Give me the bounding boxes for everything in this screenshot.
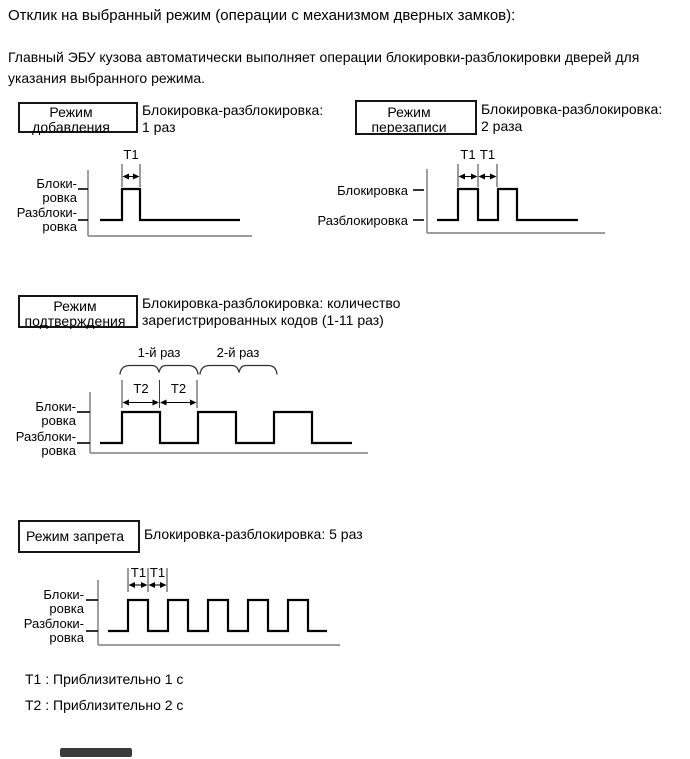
arrowhead-right-icon — [160, 582, 167, 588]
arrowhead-right-icon — [190, 400, 197, 406]
page-title: Отклик на выбранный режим (операции с механизмом дверных замков): — [8, 7, 516, 24]
mode-box-rewrite — [355, 100, 477, 135]
signal-low-label: Разблоки- — [23, 616, 84, 631]
t1-interval-label: Т1 — [149, 565, 166, 580]
t1-interval-label: Т1 — [130, 565, 147, 580]
signal-low-label: ровка — [41, 443, 76, 458]
signal-high-label: Блокировка — [337, 183, 408, 198]
waveform-diagram-rewrite — [318, 145, 610, 240]
arrowhead-right-icon — [133, 174, 140, 180]
cycle-1-label: 1-й раз — [137, 345, 181, 360]
arrowhead-right-icon — [471, 174, 478, 180]
waveform-diagram-add — [8, 145, 258, 240]
t1-interval-label: Т1 — [479, 147, 496, 162]
mode-box-prohibition-label: Режим запрета — [26, 528, 124, 544]
mode-box-rewrite-line1: Режим — [387, 104, 431, 120]
mode-description-rewrite: Блокировка-разблокировка: 2 раза — [481, 101, 663, 134]
cycle-2-label: 2-й раз — [216, 345, 260, 360]
signal-trace — [108, 600, 327, 631]
arrowhead-left-icon — [123, 400, 130, 406]
arrowhead-left-icon — [479, 174, 486, 180]
waveform-diagram-prohibition — [15, 560, 345, 650]
brace-cycle-1 — [120, 366, 198, 375]
t1-interval-label: Т1 — [460, 147, 476, 162]
arrowhead-left-icon — [129, 582, 136, 588]
signal-high-label: ровка — [42, 190, 77, 205]
arrowhead-right-icon — [490, 174, 497, 180]
arrowhead-right-icon — [153, 400, 160, 406]
signal-high-label: Блоки- — [35, 399, 76, 414]
signal-high-label: ровка — [41, 413, 76, 428]
signal-low-label: Разблоки- — [16, 205, 77, 220]
mode-description-add: Блокировка-разблокировка: 1 раз — [142, 102, 324, 135]
arrowhead-left-icon — [123, 174, 130, 180]
mode-box-rewrite-line2: перезаписи — [371, 119, 447, 135]
arrowhead-left-icon — [149, 582, 156, 588]
arrowhead-left-icon — [160, 400, 167, 406]
mode-box-add-line1: Режим — [49, 104, 93, 120]
signal-low-label: Разблоки- — [15, 429, 76, 444]
mode-box-confirmation-line1: Режим — [53, 298, 97, 314]
mode-box-confirmation — [18, 295, 138, 328]
mode-box-confirmation-line2: подтверждения — [24, 313, 126, 329]
intro-text: Главный ЭБУ кузова автоматически выполняет операции блокировки-разблокировки дверей для указания выбранного режима. — [8, 49, 640, 86]
note-t1: Т1 : Приблизительно 1 с — [25, 671, 184, 687]
brace-cycle-2 — [200, 366, 277, 375]
mode-description-confirmation: Блокировка-разблокировка: количество зарегистрированных кодов (1-11 раз) — [142, 295, 401, 328]
signal-high-label: Блоки- — [36, 176, 77, 191]
arrowhead-left-icon — [459, 174, 466, 180]
t2-interval-label: Т2 — [133, 381, 149, 396]
t2-interval-label: Т2 — [170, 381, 187, 396]
mode-box-add-line2: добавления — [32, 119, 110, 135]
signal-low-label: Разблокировка — [317, 213, 408, 228]
waveform-diagram-confirmation — [8, 345, 373, 460]
signal-low-label: ровка — [42, 219, 77, 234]
mode-box-prohibition — [18, 520, 140, 553]
signal-trace — [100, 189, 240, 220]
note-t2: Т2 : Приблизительно 2 с — [25, 697, 184, 713]
signal-trace — [437, 189, 578, 220]
signal-trace — [100, 412, 352, 443]
mode-box-add — [18, 102, 138, 133]
t1-interval-label: Т1 — [123, 147, 139, 162]
horizontal-scrollbar-thumb[interactable] — [60, 748, 132, 757]
signal-high-label: ровка — [49, 601, 84, 616]
signal-low-label: ровка — [49, 630, 84, 645]
arrowhead-right-icon — [141, 582, 148, 588]
mode-description-prohibition: Блокировка-разблокировка: 5 раз — [144, 526, 363, 542]
signal-high-label: Блоки- — [43, 587, 84, 602]
